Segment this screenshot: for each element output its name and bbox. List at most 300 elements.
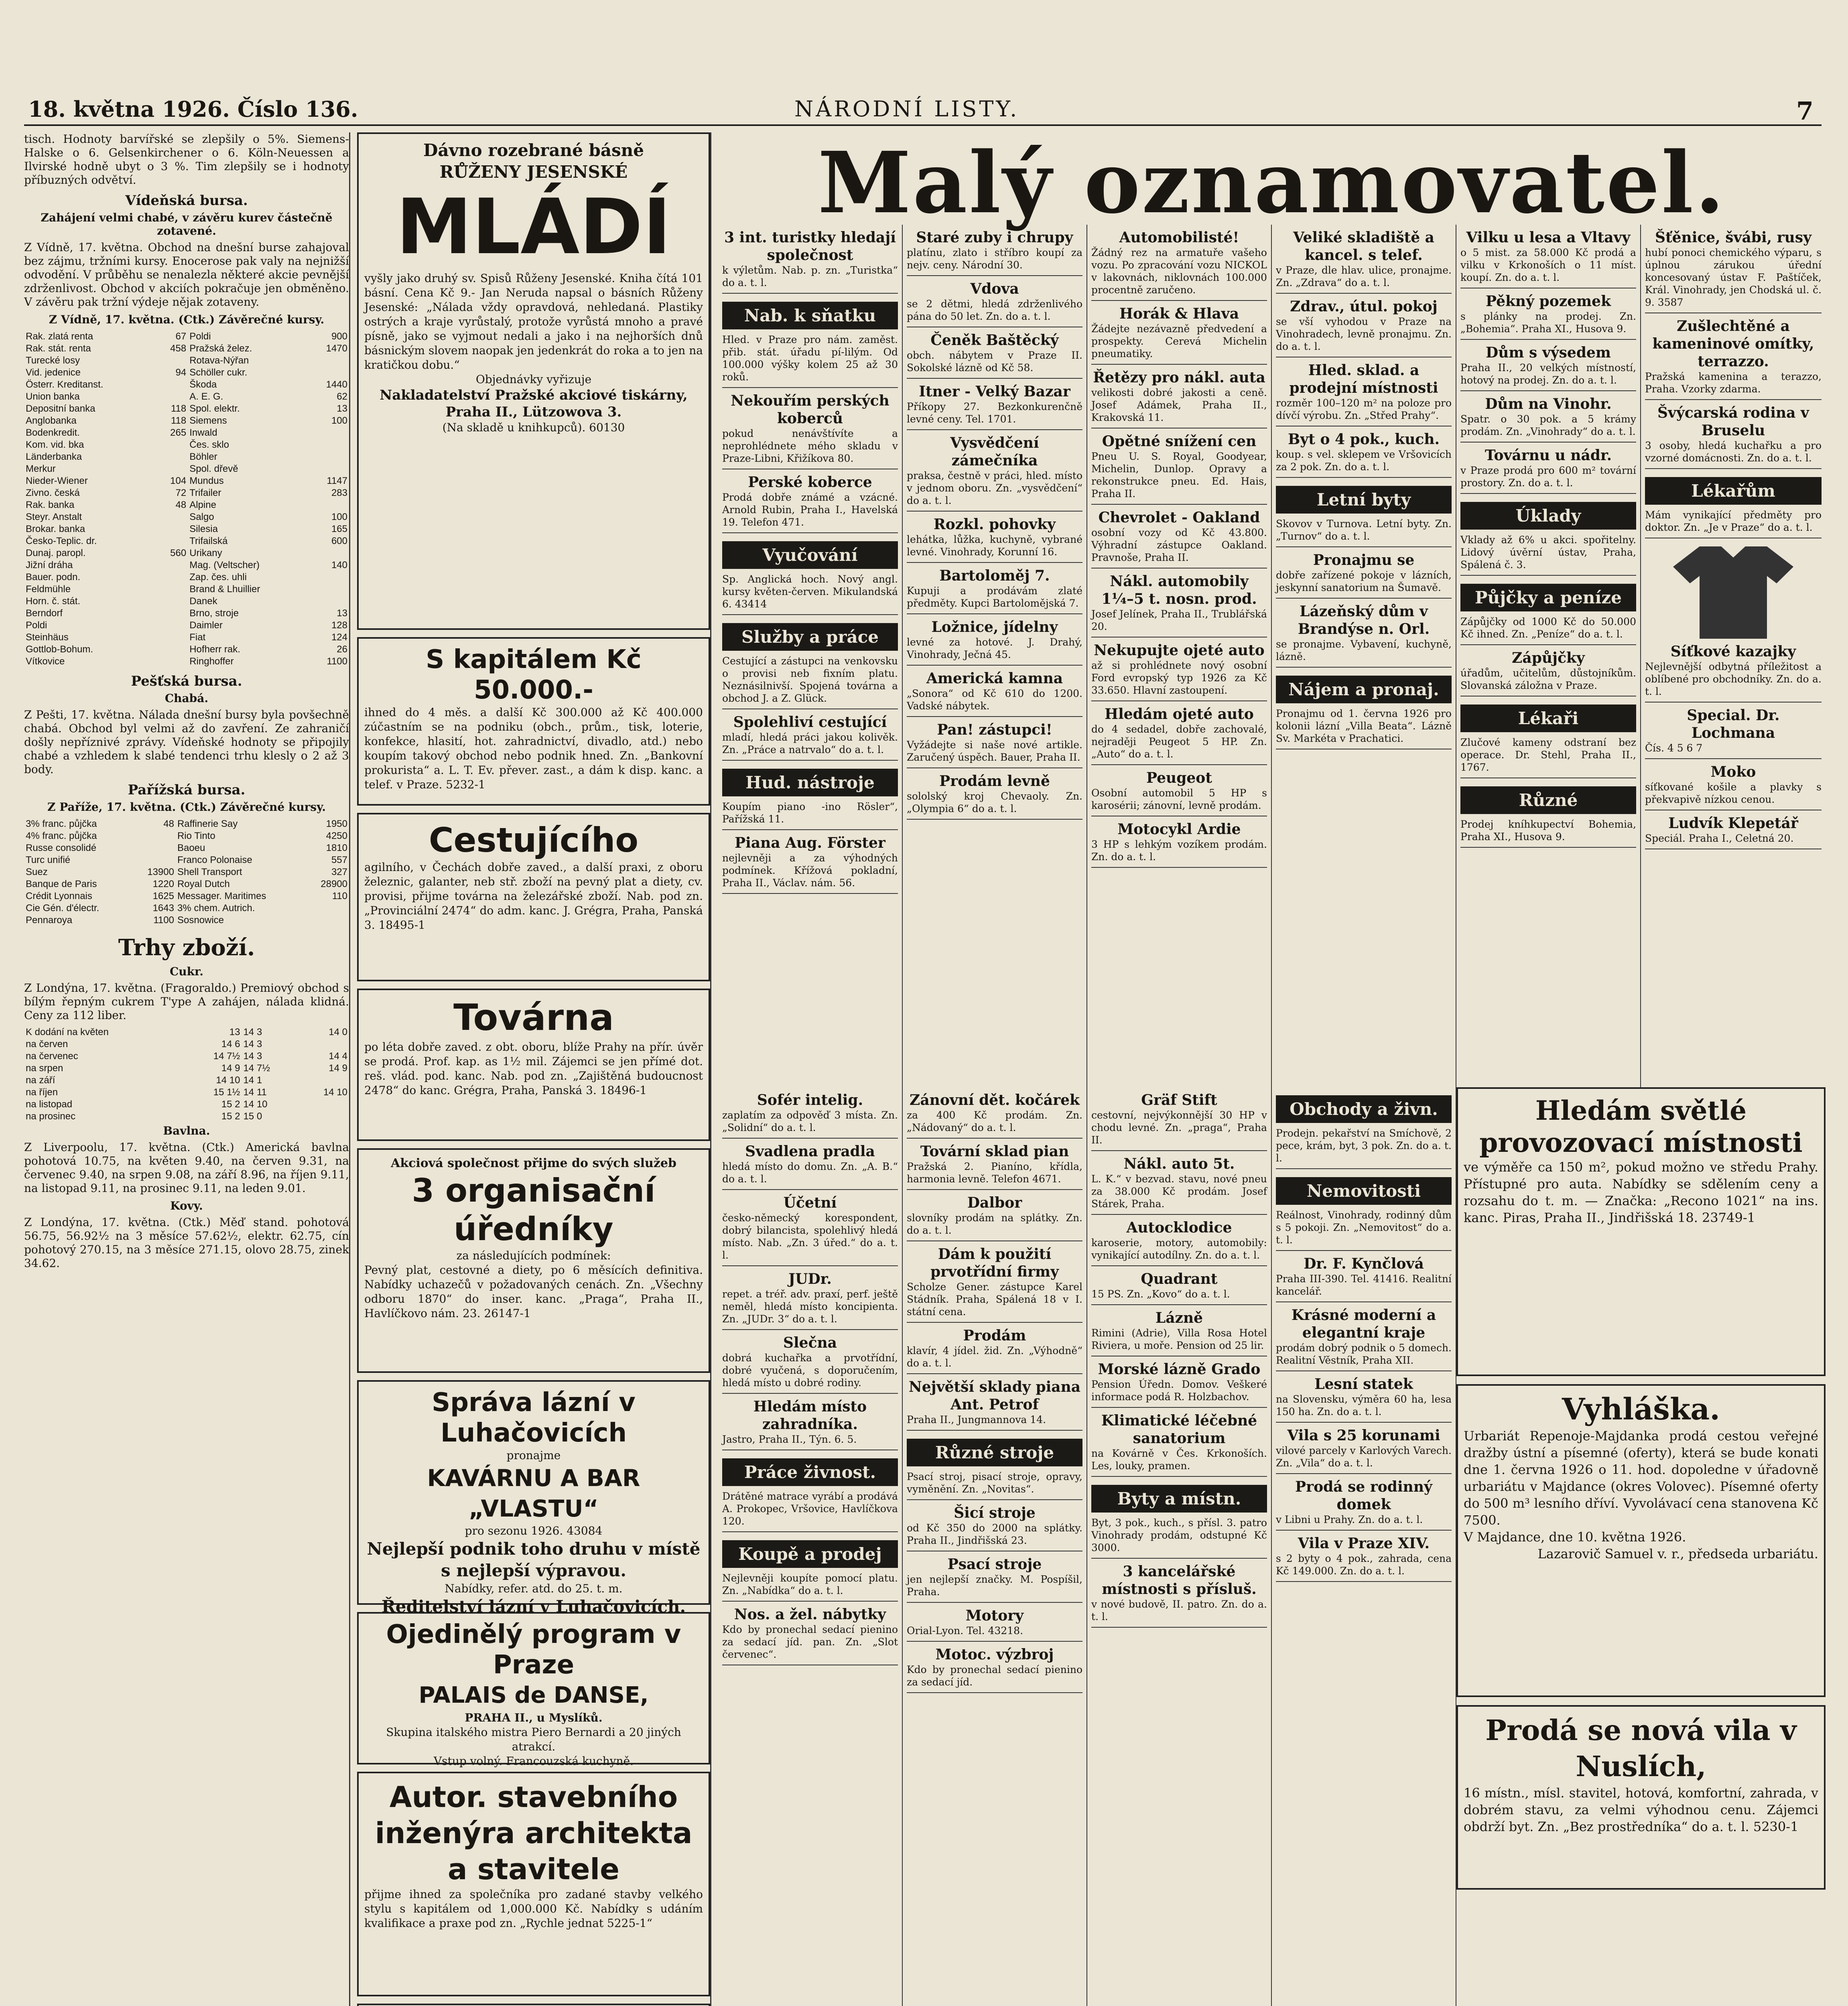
classified-ad — [1460, 778, 1636, 848]
classified-body: Kupuji a prodávám zlaté předměty. Kupci Bartolomějská 7. — [907, 585, 1082, 609]
quote-name: na listopad — [26, 1099, 73, 1110]
quote-name: Pennaroya — [26, 915, 73, 926]
classified-ad — [1091, 1215, 1267, 1266]
ad-lazne-sign: Ředitelství lázní v Luhačovicích. — [381, 1597, 686, 1616]
classified-body: Praha III-390. Tel. 41416. Realitní kancelář. — [1276, 1273, 1452, 1297]
quote-value — [298, 1111, 349, 1123]
sugar-text: Z Londýna, 17. května. (Fragoraldo.) Premiový obchod s bílým řepným cukrem T'ype A zahájen, nálada klidná. Ceny za 112 liber. — [24, 981, 349, 1022]
quote-row — [24, 439, 349, 451]
classified-body: Čís. 4 5 6 7 — [1645, 742, 1703, 754]
vienna-bourse-subtitle: Zahájení velmi chabé, v závěru kurev částečně zotavené. — [41, 211, 333, 238]
quote-row — [24, 854, 349, 866]
quote-name: Rak. banka — [26, 499, 75, 510]
quote-name: 14 7½ — [243, 1063, 270, 1074]
classified-ad — [1091, 365, 1267, 428]
commodity-markets-title: Trhy zboží. — [118, 934, 255, 961]
classified-body: Rimini (Adrie), Villa Rosa Hotel Riviera, u moře. Pension od 25 lir. — [1091, 1327, 1267, 1351]
classified-heading: Moko — [1710, 763, 1756, 780]
classified-heading: Sofér intelig. — [757, 1092, 863, 1109]
classifieds-col-b-lower — [903, 1087, 1087, 2006]
classified-body: o 5 mist. za 58.000 Kč prodá a vilku v Krkonoších o 11 míst. koupí. Zn. do a. t. l. — [1460, 247, 1636, 283]
cotton-text: Z Liverpoolu, 17. května. (Ctk.) Americká bavlna pohotová 10.75, na květen 9.40, na červen 9.31, na červenec 9.40, na srpen 9.08, na září 8.96, na říjen 9.11, na listopad 9.11, na prosinec 9.11, na leden 9.01. — [24, 1141, 349, 1195]
issue-date: 18. května 1926. Číslo 136. — [28, 96, 358, 122]
quote-value: 100 — [331, 512, 347, 522]
ad-palais-de-danse — [357, 1612, 710, 1768]
classified-heading: Automobilisté! — [1119, 229, 1239, 246]
classified-body: Praha II., Jungmannova 14. — [907, 1414, 1046, 1425]
classified-ad — [1460, 443, 1636, 494]
quote-row — [24, 878, 349, 890]
classified-heading: 3 int. turistky hledají společnost — [724, 229, 896, 264]
quote-name: Salgo — [189, 512, 214, 522]
quote-name: Rak. stát. renta — [26, 343, 91, 354]
quote-row — [24, 415, 349, 427]
quote-name: na říjen — [26, 1087, 58, 1098]
ad-vyhlaska-place: V Majdance, dne 10. května 1926. — [1464, 1529, 1686, 1545]
classified-body: karoserie, motory, automobily: vynikající autodílny. Zn. do a. t. l. — [1091, 1237, 1267, 1261]
classifieds-col-d — [1272, 225, 1456, 1087]
classified-body: Příkopy 27. Bezkonkurenčně levné ceny. Tel. 1701. — [907, 401, 1082, 425]
classified-heading: Lesní statek — [1314, 1376, 1413, 1393]
quote-value — [156, 631, 188, 644]
quote-value: 48 — [163, 818, 174, 829]
classified-heading: Nab. k sňatku — [722, 302, 898, 329]
quote-row — [24, 914, 349, 926]
quote-value: 1147 — [327, 475, 347, 486]
quote-row — [24, 1086, 349, 1098]
sugar-quotes-table — [24, 1026, 349, 1123]
classified-ad — [722, 615, 898, 709]
quote-name: na září — [26, 1075, 55, 1086]
classified-heading: Vyučování — [722, 541, 898, 569]
pest-bourse-subtitle: Chabá. — [164, 692, 209, 705]
classified-body: dobrá kuchařka a prvotřídní, dobré vyučená, s doporučením, hledá místo u dobré rodiny. — [722, 1352, 898, 1389]
quote-name: Bodenkredit. — [26, 427, 80, 438]
ad-lazne-foot: Nabídky, refer. atd. do 25. t. m. — [445, 1582, 623, 1595]
classified-body: Spatr. o 30 pok. a 5 krámy prodám. Zn. „Vinohrady“ do a. t. l. — [1460, 413, 1636, 437]
ad-urednici — [357, 1148, 710, 1373]
classified-heading: Motory — [965, 1607, 1024, 1624]
vienna-kurs-head: Z Vídně, 17. května. (Ctk.) Závěrečné kursy. — [49, 313, 325, 326]
ad-vyhlaska-sign: Lazarovič Samuel v. r., předseda urbariátu. — [1537, 1546, 1818, 1561]
classified-ad — [1276, 668, 1452, 749]
paris-bourse-title: Pařížská bursa. — [128, 782, 246, 798]
quote-name: Berndorf — [26, 608, 63, 619]
classified-body: až si prohlédnete nový osobní Ford evropský typ 1926 za Kč 33.650. Hlavní zastoupení. — [1091, 660, 1267, 696]
classified-heading: Byty a místn. — [1091, 1485, 1267, 1513]
quote-name: Ringhoffer — [189, 656, 234, 667]
quote-row — [24, 523, 349, 535]
ad-mladi-author: RŮŽENY JESENSKÉ — [439, 162, 628, 182]
classified-ad — [1276, 599, 1452, 668]
quote-row — [24, 1050, 349, 1062]
classified-body: k výletům. Nab. p. zn. „Turistka“ do a. t. l. — [722, 264, 898, 288]
classified-heading: Pěkný pozemek — [1485, 293, 1611, 310]
classified-heading: Prodám levně — [939, 773, 1050, 790]
quote-name: Turc unifié — [26, 855, 71, 865]
classified-body: hledá místo do domu. Zn. „A. B.“ do a. t. l. — [722, 1161, 898, 1185]
quote-value: 118 — [171, 403, 187, 414]
quote-value: 1220 — [152, 879, 174, 889]
quote-value: 1100 — [153, 915, 174, 926]
classified-heading: Hled. sklad. a prodejní místnosti — [1289, 362, 1438, 396]
quote-value: 14 7½ — [213, 1051, 240, 1062]
classified-ad — [1645, 810, 1822, 849]
classified-heading: Itner - Velký Bazar — [919, 383, 1070, 400]
ad-kapital — [357, 637, 710, 806]
quote-value: 104 — [170, 475, 187, 486]
quote-name: Škoda — [189, 379, 217, 390]
classified-body: Byt, 3 pok., kuch., s přísl. 3. patro Vinohrady prodám, odstupné Kč 3000. — [1091, 1517, 1267, 1553]
classifieds-col-b — [903, 225, 1087, 1087]
classified-heading: Síťkové kazajky — [1670, 643, 1796, 660]
quote-name: K dodání na květen — [26, 1027, 109, 1038]
quote-value: 72 — [175, 487, 187, 498]
classified-ad — [1091, 701, 1267, 765]
quote-name: Spol. elektr. — [189, 403, 240, 414]
masthead-text: Malý oznamovatel. — [818, 133, 1726, 232]
quote-value: 14 10 — [216, 1075, 240, 1086]
classified-heading: Rozkl. pohovky — [933, 516, 1056, 533]
classified-body: Psací stroj, pisací stroje, opravy, vyměnění. Zn. „Novitas“. — [907, 1471, 1082, 1495]
quote-value — [156, 583, 188, 595]
classified-ad — [907, 512, 1082, 563]
quote-name: Česko-Teplic. dr. — [26, 536, 97, 546]
classified-body: se pronajme. Vybavení, kuchyně, lázně. — [1276, 638, 1452, 662]
quote-value: 14 0 — [329, 1027, 347, 1038]
quote-value — [309, 451, 349, 463]
classified-ad — [722, 1190, 898, 1266]
page-header — [24, 88, 1822, 126]
ad-cestujici — [357, 813, 710, 981]
quote-name: Poldi — [26, 620, 47, 631]
classified-heading: Zušlechtěné a kameninové omítky, terrazzo. — [1652, 318, 1814, 370]
quote-value: 26 — [337, 644, 347, 655]
quote-name: Crédit Lyonnais — [26, 891, 92, 901]
vienna-bourse-title: Vídeňská bursa. — [125, 193, 248, 209]
quote-row — [24, 607, 349, 619]
ad-program-title: Ojedinělý program v Praze — [386, 1620, 681, 1680]
quote-name: Horn. č. stát. — [26, 596, 81, 607]
classified-ad — [1460, 696, 1636, 778]
classified-ad — [1276, 1087, 1452, 1169]
quote-value — [156, 595, 188, 607]
classified-body: Sp. Anglická hoch. Nový angl. kursy květen-červen. Mikulandská 6. 43414 — [722, 573, 898, 610]
classified-heading: Úklady — [1460, 502, 1636, 530]
classified-ad — [907, 1374, 1082, 1431]
classified-heading: Chevrolet - Oakland — [1098, 509, 1260, 526]
classified-heading: Obchody a živn. — [1276, 1095, 1452, 1123]
quote-name: Kom. vid. bka — [26, 439, 84, 450]
classified-heading: Slečna — [783, 1334, 837, 1351]
ad-kapital-body: ihned do 4 měs. a další Kč 300.000 až Kč 400.000 zúčastním se na podniku (obch., prům., tisk, loterie, konfekce, hlasití, hot. zahradnictví, divadlo, atd.) nebo koupím takový obchod nebo podnik hned. Zn. „Bankovní prokurista“ a. L. T. Ev. přever. zast., a dám k disp. kanc. a telef. v Praze. 5232-1 — [364, 706, 703, 791]
quote-row — [24, 1098, 349, 1111]
quote-name: Jižní dráha — [26, 560, 73, 571]
classified-ad — [907, 1190, 1082, 1241]
classified-body: Pneu U. S. Royal, Goodyear, Michelin, Dunlop. Opravy a rekonstrukce pneu. Ed. Hais, Praha II. — [1091, 451, 1267, 499]
quote-name: Böhler — [189, 451, 217, 462]
classified-ad — [907, 614, 1082, 666]
classified-heading: Dalbor — [967, 1194, 1022, 1211]
classified-ad — [1276, 1251, 1452, 1302]
quote-value: 100 — [331, 415, 347, 426]
classified-heading: Prodá se rodinný domek — [1295, 1478, 1432, 1513]
quote-value: 15 1½ — [213, 1087, 240, 1098]
classified-ad — [907, 327, 1082, 379]
quote-row — [24, 343, 349, 355]
classified-ad — [1091, 1356, 1267, 1408]
classified-ad — [907, 717, 1082, 768]
classified-heading: 3 kancelářské místnosti s přísluš. — [1102, 1563, 1257, 1598]
ad-urednici-title: 3 organisační úředníky — [412, 1172, 656, 1248]
ad-mladi-publisher: Nakladatelství Pražské akciové tiskárny, Praha II., Lützowova 3. — [380, 387, 688, 420]
classified-ad — [907, 768, 1082, 820]
quote-name: Gottlob-Bohum. — [26, 644, 93, 655]
quote-row — [24, 842, 349, 854]
ad-riccione — [357, 2004, 710, 2006]
quote-name: Shell Transport — [177, 867, 242, 877]
quote-row — [24, 355, 349, 367]
classified-body: Pražská kamenina a terazzo, Praha. Vzorky zdarma. — [1645, 371, 1822, 395]
classified-body: sololský kroj Chevaoly. Zn. „Olympia 6“ do a. t. l. — [907, 790, 1082, 814]
classified-ad — [722, 1532, 898, 1602]
classified-heading: Účetní — [783, 1194, 837, 1211]
quote-row — [24, 547, 349, 559]
sugar-title: Cukr. — [170, 965, 203, 978]
classifieds-col-a — [718, 225, 903, 1087]
classified-body: velikosti dobré jakosti a ceně. Josef Adámek, Praha II., Krakovská 11. — [1091, 387, 1267, 423]
quote-row — [24, 559, 349, 571]
quote-row — [24, 644, 349, 656]
vienna-bourse-text: Z Vídně, 17. května. Obchod na dnešní burse zahajoval bez zájmu, tržními kursy. Enocerose pak valy na nejnižší odvodění. V průběhu se nenalezla některé akcie pevnější zdrženlivost. Obchod v akciích pokračuje jen obměněno. V závěru pak tržní výdeje nějak zotaveny. — [24, 241, 349, 309]
classified-heading: Psací stroje — [947, 1556, 1042, 1573]
classified-body: Prodá dobře známé a vzácné. Arnold Rubin, Praha I., Havelská 19. Telefon 471. — [722, 491, 898, 528]
classified-heading: Nos. a žel. nábytky — [734, 1606, 886, 1623]
classified-ad — [722, 1330, 898, 1394]
classified-body: lehátka, lůžka, kuchyně, vybrané levné. Vinohrady, Korunní 16. — [907, 534, 1082, 558]
quote-name: Danek — [189, 596, 217, 607]
classified-body: klavír, 4 jídel. žid. Zn. „Výhodně“ do a. t. l. — [907, 1345, 1082, 1369]
quote-value: 13 — [229, 1027, 240, 1038]
classified-body: Hled. v Praze pro nám. zaměst. přib. stát. úřadu pí-lilým. Od 100.000 výšky kolem 25 až 30 roků. — [722, 334, 898, 383]
classified-heading: Služby a práce — [722, 623, 898, 651]
quote-name: Russe consolidé — [26, 843, 97, 853]
classified-heading: Lázeňský dům v Brandýse n. Orl. — [1298, 603, 1430, 638]
quote-name: Inwald — [189, 427, 217, 438]
classified-body: obch. nábytem v Praze II. Sokolské lázně od Kč 58. — [907, 349, 1082, 374]
quote-name: Brand & Lhuillier — [189, 584, 260, 595]
classified-ad — [1091, 638, 1267, 701]
ad-vyhlaska — [1456, 1384, 1826, 1697]
classified-heading: Nákl. automobily 1¼–5 t. nosn. prod. — [1101, 573, 1257, 607]
ad-lazne-name: KAVÁRNU A BAR „VLASTU“ — [427, 1464, 640, 1522]
classified-heading: Švýcarská rodina v Bruselu — [1657, 404, 1809, 439]
quote-row — [24, 331, 349, 343]
quote-row — [24, 367, 349, 379]
ad-architekt — [357, 1772, 710, 1996]
quote-value: 14 6 — [221, 1039, 240, 1050]
classifieds-col-e — [1456, 225, 1641, 1087]
quote-row — [24, 1074, 349, 1086]
quote-name: 14 3 — [243, 1027, 262, 1038]
quote-value: 600 — [331, 536, 347, 546]
classified-ad — [1645, 225, 1822, 313]
classified-body: za 400 Kč prodám. Zn. „Nádovaný“ do a. t. l. — [907, 1109, 1082, 1133]
classified-heading: Nájem a pronaj. — [1276, 676, 1452, 703]
metals-title: Kovy. — [170, 1199, 203, 1212]
quote-name: Depositní banka — [26, 403, 95, 414]
quote-value: 14 4 — [329, 1051, 347, 1062]
quote-name: Mag. (Veltscher) — [189, 560, 260, 571]
classified-ad — [1460, 288, 1636, 340]
classified-ad — [1091, 1087, 1267, 1151]
classified-ad — [1276, 426, 1452, 478]
classified-body: v Praze prodá pro 600 m² tovární prostory. Zn. do a. t. l. — [1460, 465, 1636, 489]
ad-lazne-luhacovice — [357, 1380, 710, 1616]
classified-ad — [907, 430, 1082, 512]
quote-row — [24, 511, 349, 523]
quote-value — [156, 656, 188, 668]
classified-ad — [1091, 816, 1267, 868]
classified-heading: Motoc. výzbroj — [935, 1646, 1054, 1663]
classified-body: v nové budově, II. patro. Zn. do a. t. l. — [1091, 1598, 1267, 1622]
classified-ad — [722, 830, 898, 894]
classified-heading: Koupě a prodej — [722, 1540, 898, 1568]
quote-row — [24, 866, 349, 878]
classifieds-grid — [718, 225, 1826, 2006]
quote-name: 3% chem. Autrich. — [177, 903, 255, 914]
classified-ad — [1460, 645, 1636, 696]
classified-body: Prodejn. pekařství na Smíchově, 2 pece, krám, byt, 3 pok. Zn. do a. t. l. — [1276, 1127, 1452, 1164]
classified-ad — [1091, 1408, 1267, 1477]
classified-ad — [1091, 428, 1267, 505]
classified-body: Kdo by pronechal sedací pienino za sedací jíd. pan. Zn. „Slot červenec“. — [722, 1624, 898, 1660]
classified-heading: Vila s 25 korunami — [1287, 1427, 1440, 1444]
quote-value: 560 — [170, 548, 187, 558]
quote-value: 110 — [332, 891, 347, 901]
quote-value — [156, 451, 188, 463]
classified-heading: Nekouřím perských koberců — [731, 392, 889, 427]
quote-name: Steyr. Anstalt — [26, 512, 82, 522]
classified-heading: Různé — [1460, 786, 1636, 814]
classified-heading: Hledám ojeté auto — [1105, 706, 1254, 723]
quote-name: Royal Dutch — [177, 879, 230, 889]
quote-value — [156, 379, 188, 391]
classified-heading: Opětné snížení cen — [1102, 433, 1257, 450]
quote-name: na červen — [26, 1039, 68, 1050]
classified-heading: Vila v Praze XIV. — [1298, 1535, 1430, 1552]
classified-ad — [722, 1087, 898, 1139]
classified-heading: Dám k použití prvotřídní firmy — [930, 1246, 1059, 1280]
quote-name: na srpen — [26, 1063, 63, 1074]
quote-value — [309, 499, 349, 511]
classified-ad — [1091, 505, 1267, 569]
classified-heading: Byt o 4 pok., kuch. — [1288, 431, 1440, 448]
classified-body: síťkované košile a plavky s překvapivě nízkou cenou. — [1645, 781, 1822, 805]
classified-ad — [1276, 1474, 1452, 1531]
paper-title: NÁRODNÍ LISTY. — [794, 96, 1019, 122]
classified-body: s 2 byty o 4 pok., zahrada, cena Kč 149.000. Zn. do a. t. l. — [1276, 1553, 1452, 1577]
quote-row — [24, 379, 349, 391]
classified-ad — [1460, 225, 1636, 288]
paris-kurs-head: Z Paříže, 17. května. (Ctk.) Závěrečné kursy. — [47, 800, 326, 814]
classified-ad — [1645, 469, 1822, 538]
quote-value: 14 10 — [323, 1087, 347, 1098]
classified-heading: Ložnice, jídelny — [931, 619, 1058, 636]
classified-heading: Americká kamna — [926, 670, 1063, 687]
quote-value: 67 — [175, 331, 187, 342]
quote-value — [156, 559, 188, 571]
quote-name: Zivno. česká — [26, 487, 80, 498]
ad-urednici-body: Pevný plat, cestovné a diety, po 6 měsících definitiva. Nabídky uchazečů v požadovaných cenách. Zn. „Všechny odboru 1870“ do inser. kanc. „Praga“, Praha II., Havlíčkovo nám. 23. 26147-1 — [364, 1263, 703, 1320]
quote-value — [309, 355, 349, 367]
quote-name: Urikany — [189, 548, 222, 558]
classified-heading: Půjčky a peníze — [1460, 584, 1636, 611]
classified-body: Praha II., 20 velkých místností, hotový na prodej. Zn. do a. t. l. — [1460, 362, 1636, 386]
quote-row — [24, 427, 349, 439]
quote-name: 3% franc. půjčka — [26, 818, 97, 829]
classified-ad — [907, 1642, 1082, 1693]
classified-body: Zlučové kameny odstraní bez operace. Dr. Stehl, Praha II., 1767. — [1460, 737, 1636, 773]
classified-body: Kdo by pronechal sedací pienino za sedací jíd. — [907, 1664, 1082, 1688]
quote-value: 15 2 — [221, 1111, 240, 1122]
quote-row — [24, 890, 349, 902]
classified-ad — [1276, 547, 1452, 599]
classified-heading: Lékařům — [1645, 477, 1822, 505]
classified-heading: Special. Dr. Lochmana — [1687, 707, 1780, 741]
quote-value — [156, 391, 188, 403]
classified-body: slovníky prodám na splátky. Zn. do a. t. l. — [907, 1212, 1082, 1236]
ad-provozovani — [1456, 1087, 1826, 1376]
quote-value: 557 — [331, 855, 347, 865]
classified-heading: Morské lázně Grado — [1098, 1361, 1261, 1378]
quote-row — [24, 619, 349, 631]
quote-value: 48 — [175, 499, 187, 510]
classified-heading: Klimatické léčebné sanatorium — [1101, 1412, 1257, 1447]
classified-body: levné za hotové. J. Drahý, Vinohrady, Ječná 45. — [907, 636, 1082, 660]
quote-name: Silesia — [189, 524, 218, 534]
ad-vila-title: Prodá se nová vila v Nuslích, — [1485, 1714, 1797, 1783]
ad-architekt-title: Autor. stavebního inženýra architekta a stavitele — [375, 1780, 692, 1886]
classified-heading: Šicí stroje — [954, 1504, 1036, 1521]
classified-body: do 4 sedadel, dobře zachovalé, nejraději Peugeot 5 HP. Zn. „Auto“ do a. t. l. — [1091, 723, 1267, 760]
quote-name: Trifailer — [189, 487, 221, 498]
ad-tovarna-body: po léta dobře zaved. z obt. oboru, blíže Prahy na přír. úvěr se prodá. Prof. kap. as 1½ mil. Zájemci se jen přímé dot. reš. vlád. pod. kanc. Nab. pod zn. „Zajištěná budoucnost 2478“ do kanc. Grégra, Praha, Panská 3. 18496-1 — [364, 1040, 703, 1097]
quote-value — [307, 914, 349, 926]
classified-body: Pension Úředn. Domov. Veškeré informace podá R. Holzbachov. — [1091, 1379, 1267, 1403]
classified-heading: Vysvědčení zámečníka — [950, 434, 1039, 469]
classified-body: Zápůjčky od 1000 Kč do 50.000 Kč ihned. Zn. „Peníze“ do a. t. l. — [1460, 616, 1636, 640]
quote-name: Poldi — [189, 331, 211, 342]
classified-body: Orial-Lyon. Tel. 43218. — [907, 1625, 1024, 1636]
quote-value: 128 — [331, 620, 347, 631]
quote-name: Hofherr rak. — [189, 644, 240, 655]
classified-heading: Lékaři — [1460, 705, 1636, 732]
classified-heading: Šťěnice, švábi, rusy — [1655, 229, 1812, 246]
quote-name: Spol. dřevě — [189, 463, 238, 474]
classified-ad — [1091, 1477, 1267, 1559]
quote-row — [24, 583, 349, 595]
quote-value — [298, 1038, 349, 1050]
classified-heading: Zánovní dět. kočárek — [910, 1092, 1080, 1109]
ad-mladi-note: (Na skladě u knihkupců). 60130 — [442, 421, 625, 434]
classified-body: platínu, zlato i stříbro koupí za nejv. ceny. Národní 30. — [907, 247, 1082, 271]
quote-value: 14 9 — [221, 1063, 240, 1074]
classified-ad — [1091, 301, 1267, 365]
quote-name: Messager. Maritimes — [177, 891, 266, 901]
classified-heading: Motocykl Ardie — [1117, 821, 1241, 838]
undershirt-illustration — [1673, 546, 1793, 639]
